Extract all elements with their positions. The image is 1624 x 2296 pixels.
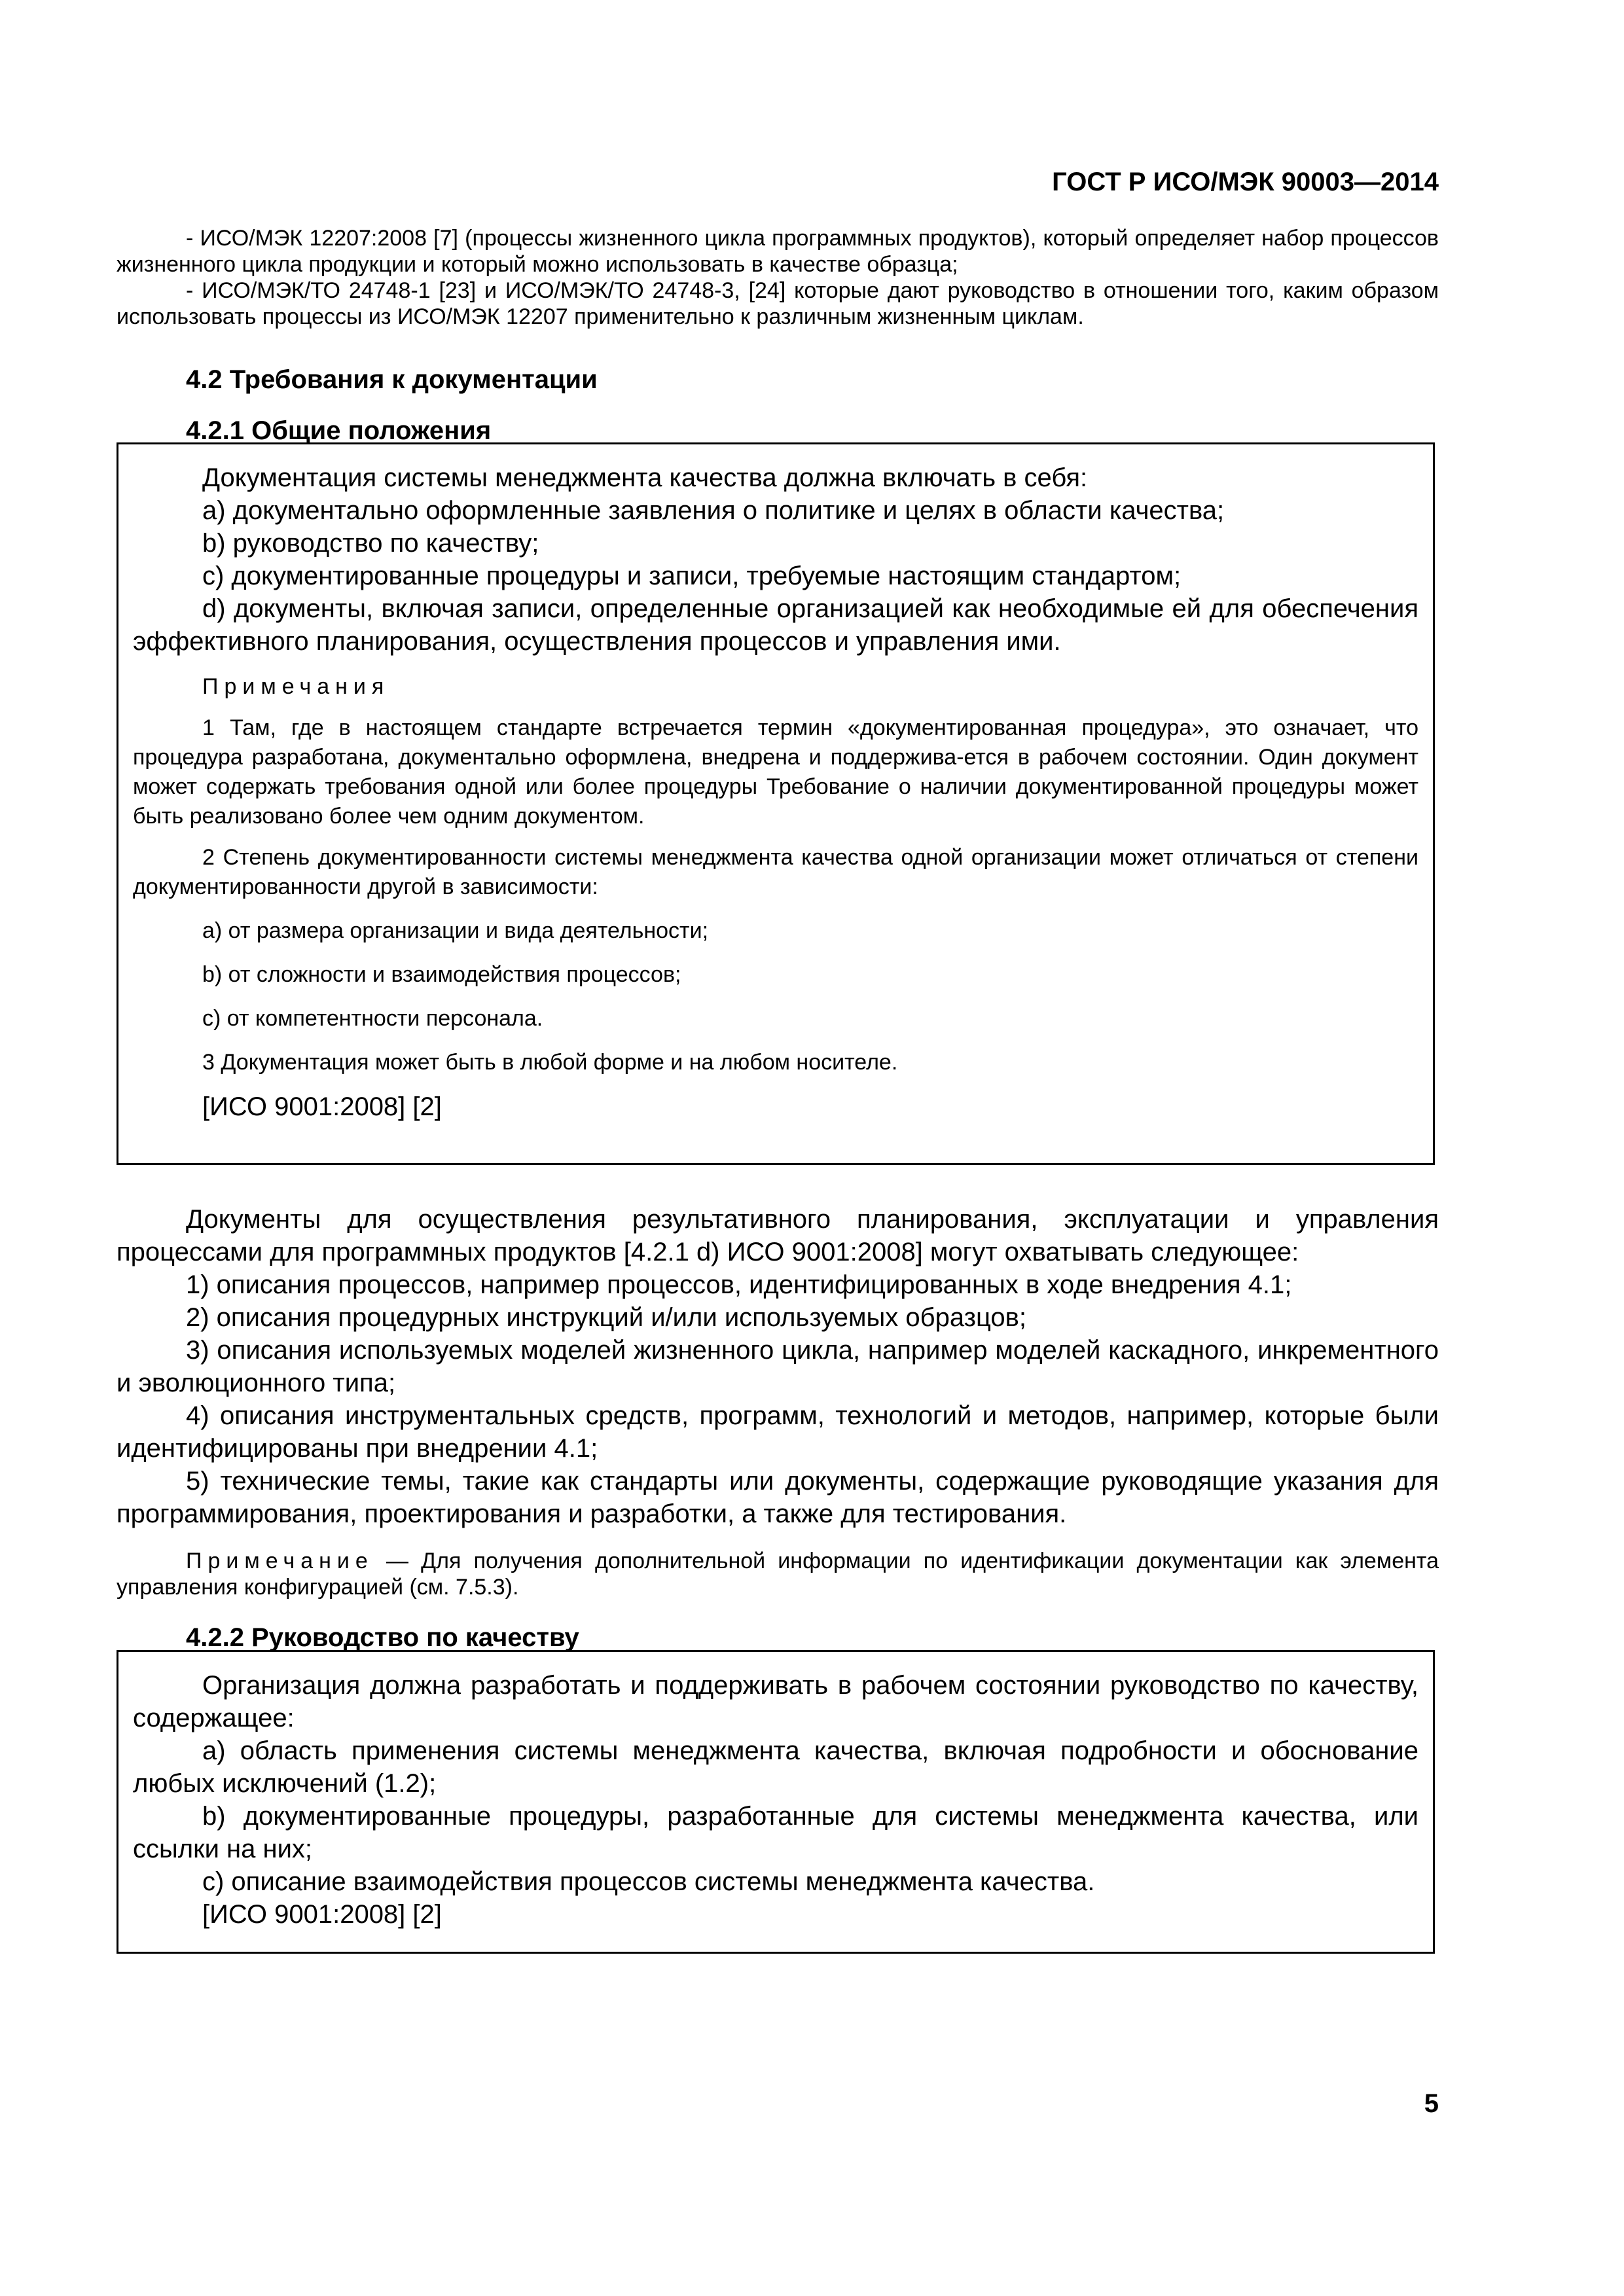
section-4-2-heading: 4.2 Требования к документации	[186, 365, 598, 394]
body-block	[117, 1203, 1439, 1530]
requirement-item-a: а) документально оформленные заявления о политике и целях в области качества;	[202, 496, 1225, 525]
manual-reference: [ИСО 9001:2008] [2]	[202, 1900, 442, 1929]
body-note-text: — Для получения дополнительной информации по идентификации документации как элемента управления конфигурацией (см. 7.5.3).	[117, 1549, 1439, 1600]
note-2-item-a: а) от размера организации и вида деятельности;	[202, 918, 709, 943]
notes-label: Примечания	[202, 674, 390, 699]
intro-paragraph-2: - ИСО/МЭК/ТО 24748-1 [23] и ИСО/МЭК/ТО 24748-3, [24] которые дают руководство в отношении того, каким образом использовать процессы из ИСО/МЭК 12207 применительно к различным жизненным циклам.	[117, 278, 1439, 329]
box-reference: [ИСО 9001:2008] [2]	[202, 1092, 442, 1121]
body-item-4: 4) описания инструментальных средств, программ, технологий и методов, например, которые были идентифицированы при внедрении 4.1;	[117, 1401, 1439, 1463]
body-item-2: 2) описания процедурных инструкций и/или используемых образцов;	[186, 1303, 1027, 1332]
notes-block	[133, 672, 1418, 1077]
section-4-2-2-heading: 4.2.2 Руководство по качеству	[186, 1623, 579, 1652]
manual-item-c: c) описание взаимодействия процессов системы менеджмента качества.	[202, 1867, 1095, 1896]
requirement-box-4-2-2	[117, 1650, 1435, 1954]
page-number: 5	[1424, 2089, 1439, 2118]
intro-paragraph-1: - ИСО/МЭК 12207:2008 [7] (процессы жизненного цикла программных продуктов), который определяет набор процессов жизненного цикла продукции и который можно использовать в качестве образца;	[117, 226, 1439, 277]
note-2-item-b: b) от сложности и взаимодействия процессов;	[202, 962, 681, 987]
body-lead: Документы для осуществления результативного планирования, эксплуатации и управления процессами для программных продуктов [4.2.1 d) ИСО 9001:2008] могут охватывать следующее:	[117, 1205, 1439, 1266]
requirement-box-4-2-1	[117, 442, 1435, 1165]
note-2: 2 Степень документированности системы менеджмента качества одной организации может отличаться от степени документированности другой в зависимости:	[133, 845, 1418, 899]
body-note-label: Примечание	[186, 1549, 374, 1573]
body-item-3: 3) описания используемых моделей жизненного цикла, например моделей каскадного, инкрементного и эволюционного типа;	[117, 1336, 1439, 1397]
manual-item-a: а) область применения системы менеджмента качества, включая подробности и обоснование любых исключений (1.2);	[133, 1736, 1418, 1798]
body-item-1: 1) описания процессов, например процессов, идентифицированных в ходе внедрения 4.1;	[186, 1270, 1292, 1299]
body-item-5: 5) технические темы, такие как стандарты или документы, содержащие руководящие указания для программирования, проектирования и разработки, а также для тестирования.	[117, 1467, 1439, 1528]
note-2-item-c: c) от компетентности персонала.	[202, 1006, 543, 1031]
requirement-item-b: b) руководство по качеству;	[202, 529, 539, 558]
manual-lead: Организация должна разработать и поддерживать в рабочем состоянии руководство по качеству, содержащее:	[133, 1671, 1418, 1732]
requirement-item-c: c) документированные процедуры и записи, требуемые настоящим стандартом;	[202, 562, 1182, 590]
body-note	[117, 1548, 1439, 1600]
requirement-text	[133, 461, 1418, 658]
section-4-2-1-heading: 4.2.1 Общие положения	[186, 416, 492, 445]
requirement-item-d: d) документы, включая записи, определенные организацией как необходимые ей для обеспечения эффективного планирования, осуществления процессов и управления ими.	[133, 594, 1418, 656]
note-3: 3 Документация может быть в любой форме и на любом носителе.	[202, 1050, 898, 1075]
intro-block	[117, 225, 1439, 330]
standard-code-header: ГОСТ Р ИСО/МЭК 90003—2014	[1052, 168, 1439, 196]
requirement-lead: Документация системы менеджмента качества должна включать в себя:	[202, 463, 1088, 492]
note-1: 1 Там, где в настоящем стандарте встречается термин «документированная процедура», это означает, что процедура разработана, документально оформлена, внедрена и поддержива-ется в рабочем состоянии. Один документ может содержать требования одной или более процедуры Требование о наличии документированной процедуры может быть реализовано более чем одним документом.	[133, 715, 1418, 829]
manual-item-b: b) документированные процедуры, разработанные для системы менеджмента качества, или ссылки на них;	[133, 1802, 1418, 1863]
